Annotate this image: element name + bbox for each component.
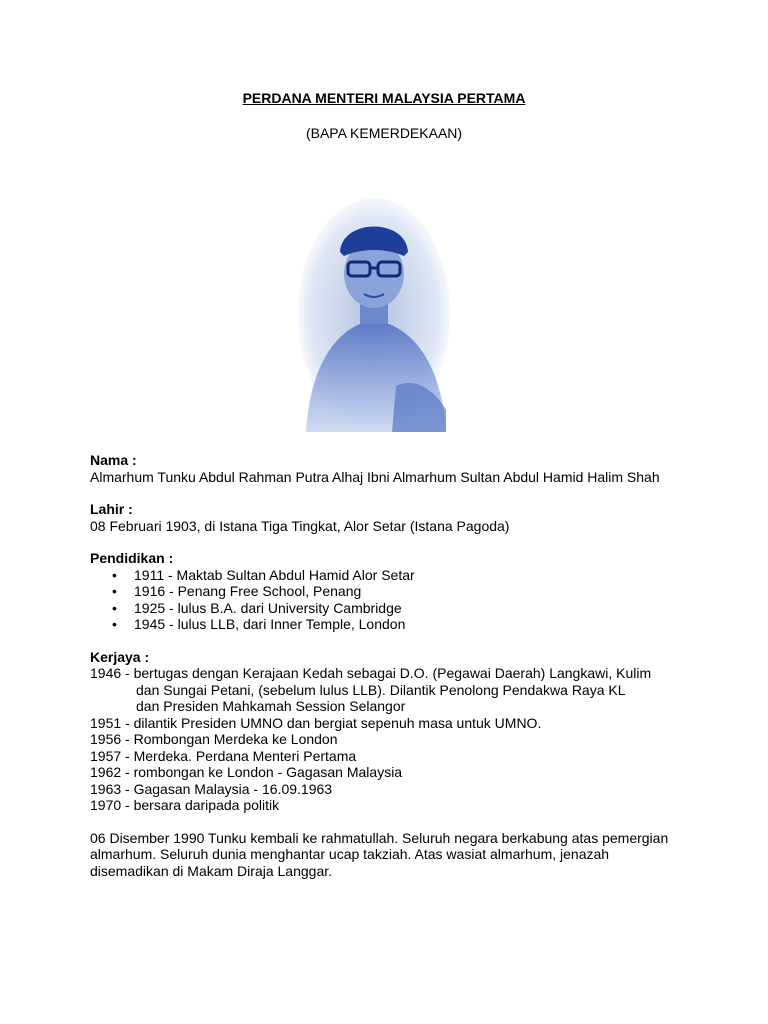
kerjaya-item: 1946 - bertugas dengan Kerajaan Kedah sebagai D.O. (Pegawai Daerah) Langkawi, Kulim: [90, 665, 652, 681]
lahir-value: 08 Februari 1903, di Istana Tiga Tingkat, Alor Setar (Istana Pagoda): [90, 517, 510, 534]
pendidikan-list: [90, 567, 690, 633]
kerjaya-label: Kerjaya :: [90, 648, 150, 665]
kerjaya-item: 1963 - Gagasan Malaysia - 16.09.1963: [90, 780, 333, 797]
closing-line: disemadikan di Makam Diraja Langgar.: [90, 862, 333, 879]
page-title: PERDANA MENTERI MALAYSIA PERTAMA: [242, 90, 526, 106]
biography-content: [90, 452, 690, 879]
kerjaya-item: 1962 - rombongan ke London - Gagasan Malaysia: [90, 764, 403, 780]
portrait-photo-icon: [296, 196, 452, 432]
pendidikan-label: Pendidikan :: [90, 550, 174, 566]
closing-line: 06 Disember 1990 Tunku kembali ke rahmatullah. Seluruh negara berkabung atas pemergian: [90, 829, 669, 846]
nama-label: Nama :: [90, 452, 137, 468]
list-item: • 1945 - lulus LLB, dari Inner Temple, London: [90, 616, 690, 633]
list-item: • 1911 - Maktab Sultan Abdul Hamid Alor Setar: [90, 567, 690, 584]
lahir-label: Lahir :: [90, 501, 133, 517]
kerjaya-item: 1951 - dilantik Presiden UMNO dan bergiat sepenuh masa untuk UMNO.: [90, 714, 542, 731]
kerjaya-item: 1970 - bersara daripada politik: [90, 797, 280, 813]
nama-value: Almarhum Tunku Abdul Rahman Putra Alhaj Ibni Almarhum Sultan Abdul Hamid Halim Shah: [90, 468, 660, 485]
kerjaya-item: 1957 - Merdeka. Perdana Menteri Pertama: [90, 747, 357, 764]
list-item: • 1925 - lulus B.A. dari University Cambridge: [90, 600, 690, 617]
kerjaya-item-cont: dan Sungai Petani, (sebelum lulus LLB). Dilantik Penolong Pendakwa Raya KL: [136, 681, 626, 698]
kerjaya-item-cont: dan Presiden Mahkamah Session Selangor: [136, 698, 406, 714]
list-item: • 1916 - Penang Free School, Penang: [90, 583, 690, 600]
kerjaya-item: 1956 - Rombongan Merdeka ke London: [90, 731, 338, 747]
closing-paragraph: [90, 830, 690, 880]
page-subtitle: (BAPA KEMERDEKAAN): [305, 125, 463, 141]
closing-line: almarhum. Seluruh dunia menghantar ucap takziah. Atas wasiat almarhum, jenazah: [90, 846, 610, 862]
